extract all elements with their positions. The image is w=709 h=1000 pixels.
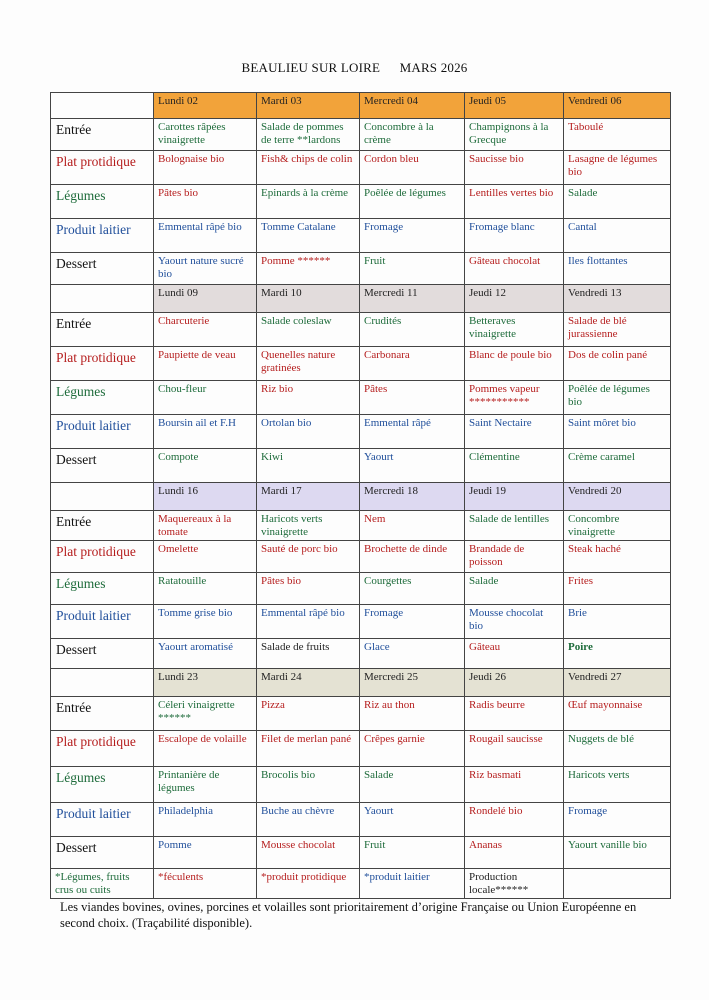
day-header: Jeudi 05 [465, 93, 564, 119]
menu-cell: Salade [360, 767, 465, 803]
legend-row-group [51, 869, 671, 899]
week-header-blank [51, 285, 154, 313]
week-header-blank [51, 93, 154, 119]
menu-cell: Fruit [360, 837, 465, 869]
menu-cell: Cantal [564, 219, 671, 253]
menu-row-entree [51, 511, 671, 541]
day-header: Lundi 02 [154, 93, 257, 119]
menu-cell: Salade de pommes de terre **lardons [257, 119, 360, 151]
row-label-legumes: Légumes [51, 381, 154, 415]
day-header: Mardi 10 [257, 285, 360, 313]
menu-cell: Taboulé [564, 119, 671, 151]
menu-cell: Pizza [257, 697, 360, 731]
menu-cell: Céleri vinaigrette ****** [154, 697, 257, 731]
menu-cell: Blanc de poule bio [465, 347, 564, 381]
day-header: Mercredi 11 [360, 285, 465, 313]
menu-cell: Haricots verts [564, 767, 671, 803]
row-label-plat: Plat protidique [51, 347, 154, 381]
row-label-entree: Entrée [51, 119, 154, 151]
menu-row-laitier [51, 219, 671, 253]
menu-cell: Clémentine [465, 449, 564, 483]
menu-cell: Sauté de porc bio [257, 541, 360, 573]
row-label-laitier: Produit laitier [51, 415, 154, 449]
menu-cell: Saucisse bio [465, 151, 564, 185]
day-header: Vendredi 20 [564, 483, 671, 511]
menu-cell: Fish& chips de colin [257, 151, 360, 185]
day-header: Lundi 16 [154, 483, 257, 511]
row-label-legumes: Légumes [51, 767, 154, 803]
menu-row-legumes [51, 185, 671, 219]
menu-row-entree [51, 313, 671, 347]
menu-cell: Courgettes [360, 573, 465, 605]
menu-row-plat [51, 151, 671, 185]
menu-cell: Yaourt vanille bio [564, 837, 671, 869]
day-header: Mercredi 18 [360, 483, 465, 511]
menu-cell: Fruit [360, 253, 465, 285]
menu-cell: Ratatouille [154, 573, 257, 605]
day-header: Jeudi 26 [465, 669, 564, 697]
menu-cell: Ortolan bio [257, 415, 360, 449]
menu-cell: Bolognaise bio [154, 151, 257, 185]
row-label-entree: Entrée [51, 313, 154, 347]
menu-cell: Riz au thon [360, 697, 465, 731]
day-header: Vendredi 27 [564, 669, 671, 697]
menu-cell: Salade [465, 573, 564, 605]
menu-cell: Salade coleslaw [257, 313, 360, 347]
day-header: Jeudi 19 [465, 483, 564, 511]
menu-cell: Kiwi [257, 449, 360, 483]
menu-body [51, 93, 671, 869]
menu-cell: Radis beurre [465, 697, 564, 731]
menu-row-laitier [51, 803, 671, 837]
menu-cell: Fromage [360, 219, 465, 253]
legend-production-locale: Production locale****** [465, 869, 564, 899]
menu-row-legumes [51, 573, 671, 605]
row-label-dessert: Dessert [51, 639, 154, 669]
menu-cell: Buche au chèvre [257, 803, 360, 837]
menu-cell: Yaourt aromatisé [154, 639, 257, 669]
row-label-laitier: Produit laitier [51, 219, 154, 253]
menu-cell: Rondelé bio [465, 803, 564, 837]
menu-cell: Brandade de poisson [465, 541, 564, 573]
menu-cell: Compote [154, 449, 257, 483]
menu-cell: Saint Nectaire [465, 415, 564, 449]
menu-cell: Emmental râpé bio [257, 605, 360, 639]
legend-row [51, 869, 671, 899]
menu-cell: Saint môret bio [564, 415, 671, 449]
row-label-plat: Plat protidique [51, 541, 154, 573]
menu-cell: Lasagne de légumes bio [564, 151, 671, 185]
menu-cell: Carbonara [360, 347, 465, 381]
menu-row-laitier [51, 605, 671, 639]
menu-cell: Quenelles nature gratinées [257, 347, 360, 381]
menu-cell: Tomme grise bio [154, 605, 257, 639]
menu-cell: Riz basmati [465, 767, 564, 803]
legend-empty [564, 869, 671, 899]
menu-cell: Escalope de volaille [154, 731, 257, 767]
menu-row-plat [51, 731, 671, 767]
menu-cell: Nuggets de blé [564, 731, 671, 767]
menu-cell: Gâteau [465, 639, 564, 669]
menu-cell: Crème caramel [564, 449, 671, 483]
menu-cell: Cordon bleu [360, 151, 465, 185]
menu-cell: Salade [564, 185, 671, 219]
menu-cell: Crêpes garnie [360, 731, 465, 767]
menu-cell: Pâtes bio [154, 185, 257, 219]
menu-cell: Glace [360, 639, 465, 669]
page-title [0, 60, 709, 76]
menu-cell: Poire [564, 639, 671, 669]
menu-cell: Haricots verts vinaigrette [257, 511, 360, 541]
footer-note: Les viandes bovines, ovines, porcines et volailles sont prioritairement d’origine Française ou Union Européenne en second choix. (Traçabilité disponible). [60, 900, 637, 930]
menu-row-legumes [51, 767, 671, 803]
menu-row-dessert [51, 639, 671, 669]
menu-cell: Pommes vapeur *********** [465, 381, 564, 415]
menu-cell: Emmental râpé [360, 415, 465, 449]
row-label-legumes: Légumes [51, 185, 154, 219]
day-header: Jeudi 12 [465, 285, 564, 313]
row-label-entree: Entrée [51, 511, 154, 541]
menu-cell: Yaourt nature sucré bio [154, 253, 257, 285]
menu-cell: Steak haché [564, 541, 671, 573]
menu-cell: Yaourt [360, 449, 465, 483]
day-header: Lundi 09 [154, 285, 257, 313]
day-header: Vendredi 13 [564, 285, 671, 313]
menu-cell: Salade de blé jurassienne [564, 313, 671, 347]
menu-cell: Filet de merlan pané [257, 731, 360, 767]
menu-row-dessert [51, 837, 671, 869]
menu-cell: Yaourt [360, 803, 465, 837]
menu-row-entree [51, 697, 671, 731]
month-title: MARS 2026 [399, 60, 468, 75]
menu-cell: Poêlée de légumes bio [564, 381, 671, 415]
day-header: Vendredi 06 [564, 93, 671, 119]
menu-cell: Paupiette de veau [154, 347, 257, 381]
week-header-row [51, 285, 671, 313]
week-header-blank [51, 669, 154, 697]
city-title: BEAULIEU SUR LOIRE [241, 60, 381, 75]
menu-cell: Betteraves vinaigrette [465, 313, 564, 347]
menu-cell: Pomme [154, 837, 257, 869]
week-header-row [51, 483, 671, 511]
menu-cell: Rougail saucisse [465, 731, 564, 767]
menu-cell: Emmental râpé bio [154, 219, 257, 253]
menu-cell: Concombre à la crème [360, 119, 465, 151]
row-label-laitier: Produit laitier [51, 803, 154, 837]
week-header-row [51, 93, 671, 119]
menu-cell: Ananas [465, 837, 564, 869]
day-header: Mercredi 25 [360, 669, 465, 697]
menu-table [50, 92, 671, 899]
day-header: Mercredi 04 [360, 93, 465, 119]
menu-cell: Frites [564, 573, 671, 605]
row-label-dessert: Dessert [51, 253, 154, 285]
menu-cell: Epinards à la crème [257, 185, 360, 219]
menu-row-laitier [51, 415, 671, 449]
row-label-legumes: Légumes [51, 573, 154, 605]
day-header: Mardi 03 [257, 93, 360, 119]
menu-row-dessert [51, 253, 671, 285]
row-label-laitier: Produit laitier [51, 605, 154, 639]
menu-cell: Œuf mayonnaise [564, 697, 671, 731]
menu-cell: Printanière de légumes [154, 767, 257, 803]
menu-cell: Omelette [154, 541, 257, 573]
menu-cell: Nem [360, 511, 465, 541]
menu-cell: Crudités [360, 313, 465, 347]
row-label-dessert: Dessert [51, 449, 154, 483]
menu-cell: Riz bio [257, 381, 360, 415]
row-label-plat: Plat protidique [51, 731, 154, 767]
menu-cell: Philadelphia [154, 803, 257, 837]
menu-cell: Concombre vinaigrette [564, 511, 671, 541]
menu-row-plat [51, 347, 671, 381]
week-header-row [51, 669, 671, 697]
row-label-dessert: Dessert [51, 837, 154, 869]
menu-cell: Salade de fruits [257, 639, 360, 669]
menu-cell: Pâtes bio [257, 573, 360, 605]
row-label-plat: Plat protidique [51, 151, 154, 185]
menu-cell: Fromage [564, 803, 671, 837]
menu-cell: Chou-fleur [154, 381, 257, 415]
menu-cell: Pomme ****** [257, 253, 360, 285]
day-header: Mardi 24 [257, 669, 360, 697]
menu-cell: Lentilles vertes bio [465, 185, 564, 219]
menu-cell: Charcuterie [154, 313, 257, 347]
menu-cell: Fromage [360, 605, 465, 639]
menu-cell: Brochette de dinde [360, 541, 465, 573]
menu-cell: Brocolis bio [257, 767, 360, 803]
week-header-blank [51, 483, 154, 511]
menu-cell: Tomme Catalane [257, 219, 360, 253]
menu-cell: Iles flottantes [564, 253, 671, 285]
menu-cell: Pâtes [360, 381, 465, 415]
menu-row-entree [51, 119, 671, 151]
menu-cell: Gâteau chocolat [465, 253, 564, 285]
menu-cell: Champignons à la Grecque [465, 119, 564, 151]
menu-cell: Carottes râpées vinaigrette [154, 119, 257, 151]
legend-legumes: *Légumes, fruits crus ou cuits [51, 869, 154, 899]
menu-cell: Salade de lentilles [465, 511, 564, 541]
menu-cell: Dos de colin pané [564, 347, 671, 381]
row-label-entree: Entrée [51, 697, 154, 731]
menu-cell: Boursin ail et F.H [154, 415, 257, 449]
legend-laitier: *produit laitier [360, 869, 465, 899]
legend-protidique: *produit protidique [257, 869, 360, 899]
day-header: Mardi 17 [257, 483, 360, 511]
menu-cell: Maquereaux à la tomate [154, 511, 257, 541]
menu-cell: Poêlée de légumes [360, 185, 465, 219]
legend-feculents: *féculents [154, 869, 257, 899]
menu-cell: Mousse chocolat bio [465, 605, 564, 639]
day-header: Lundi 23 [154, 669, 257, 697]
menu-row-dessert [51, 449, 671, 483]
menu-row-legumes [51, 381, 671, 415]
menu-cell: Brie [564, 605, 671, 639]
menu-cell: Fromage blanc [465, 219, 564, 253]
menu-cell: Mousse chocolat [257, 837, 360, 869]
menu-row-plat [51, 541, 671, 573]
